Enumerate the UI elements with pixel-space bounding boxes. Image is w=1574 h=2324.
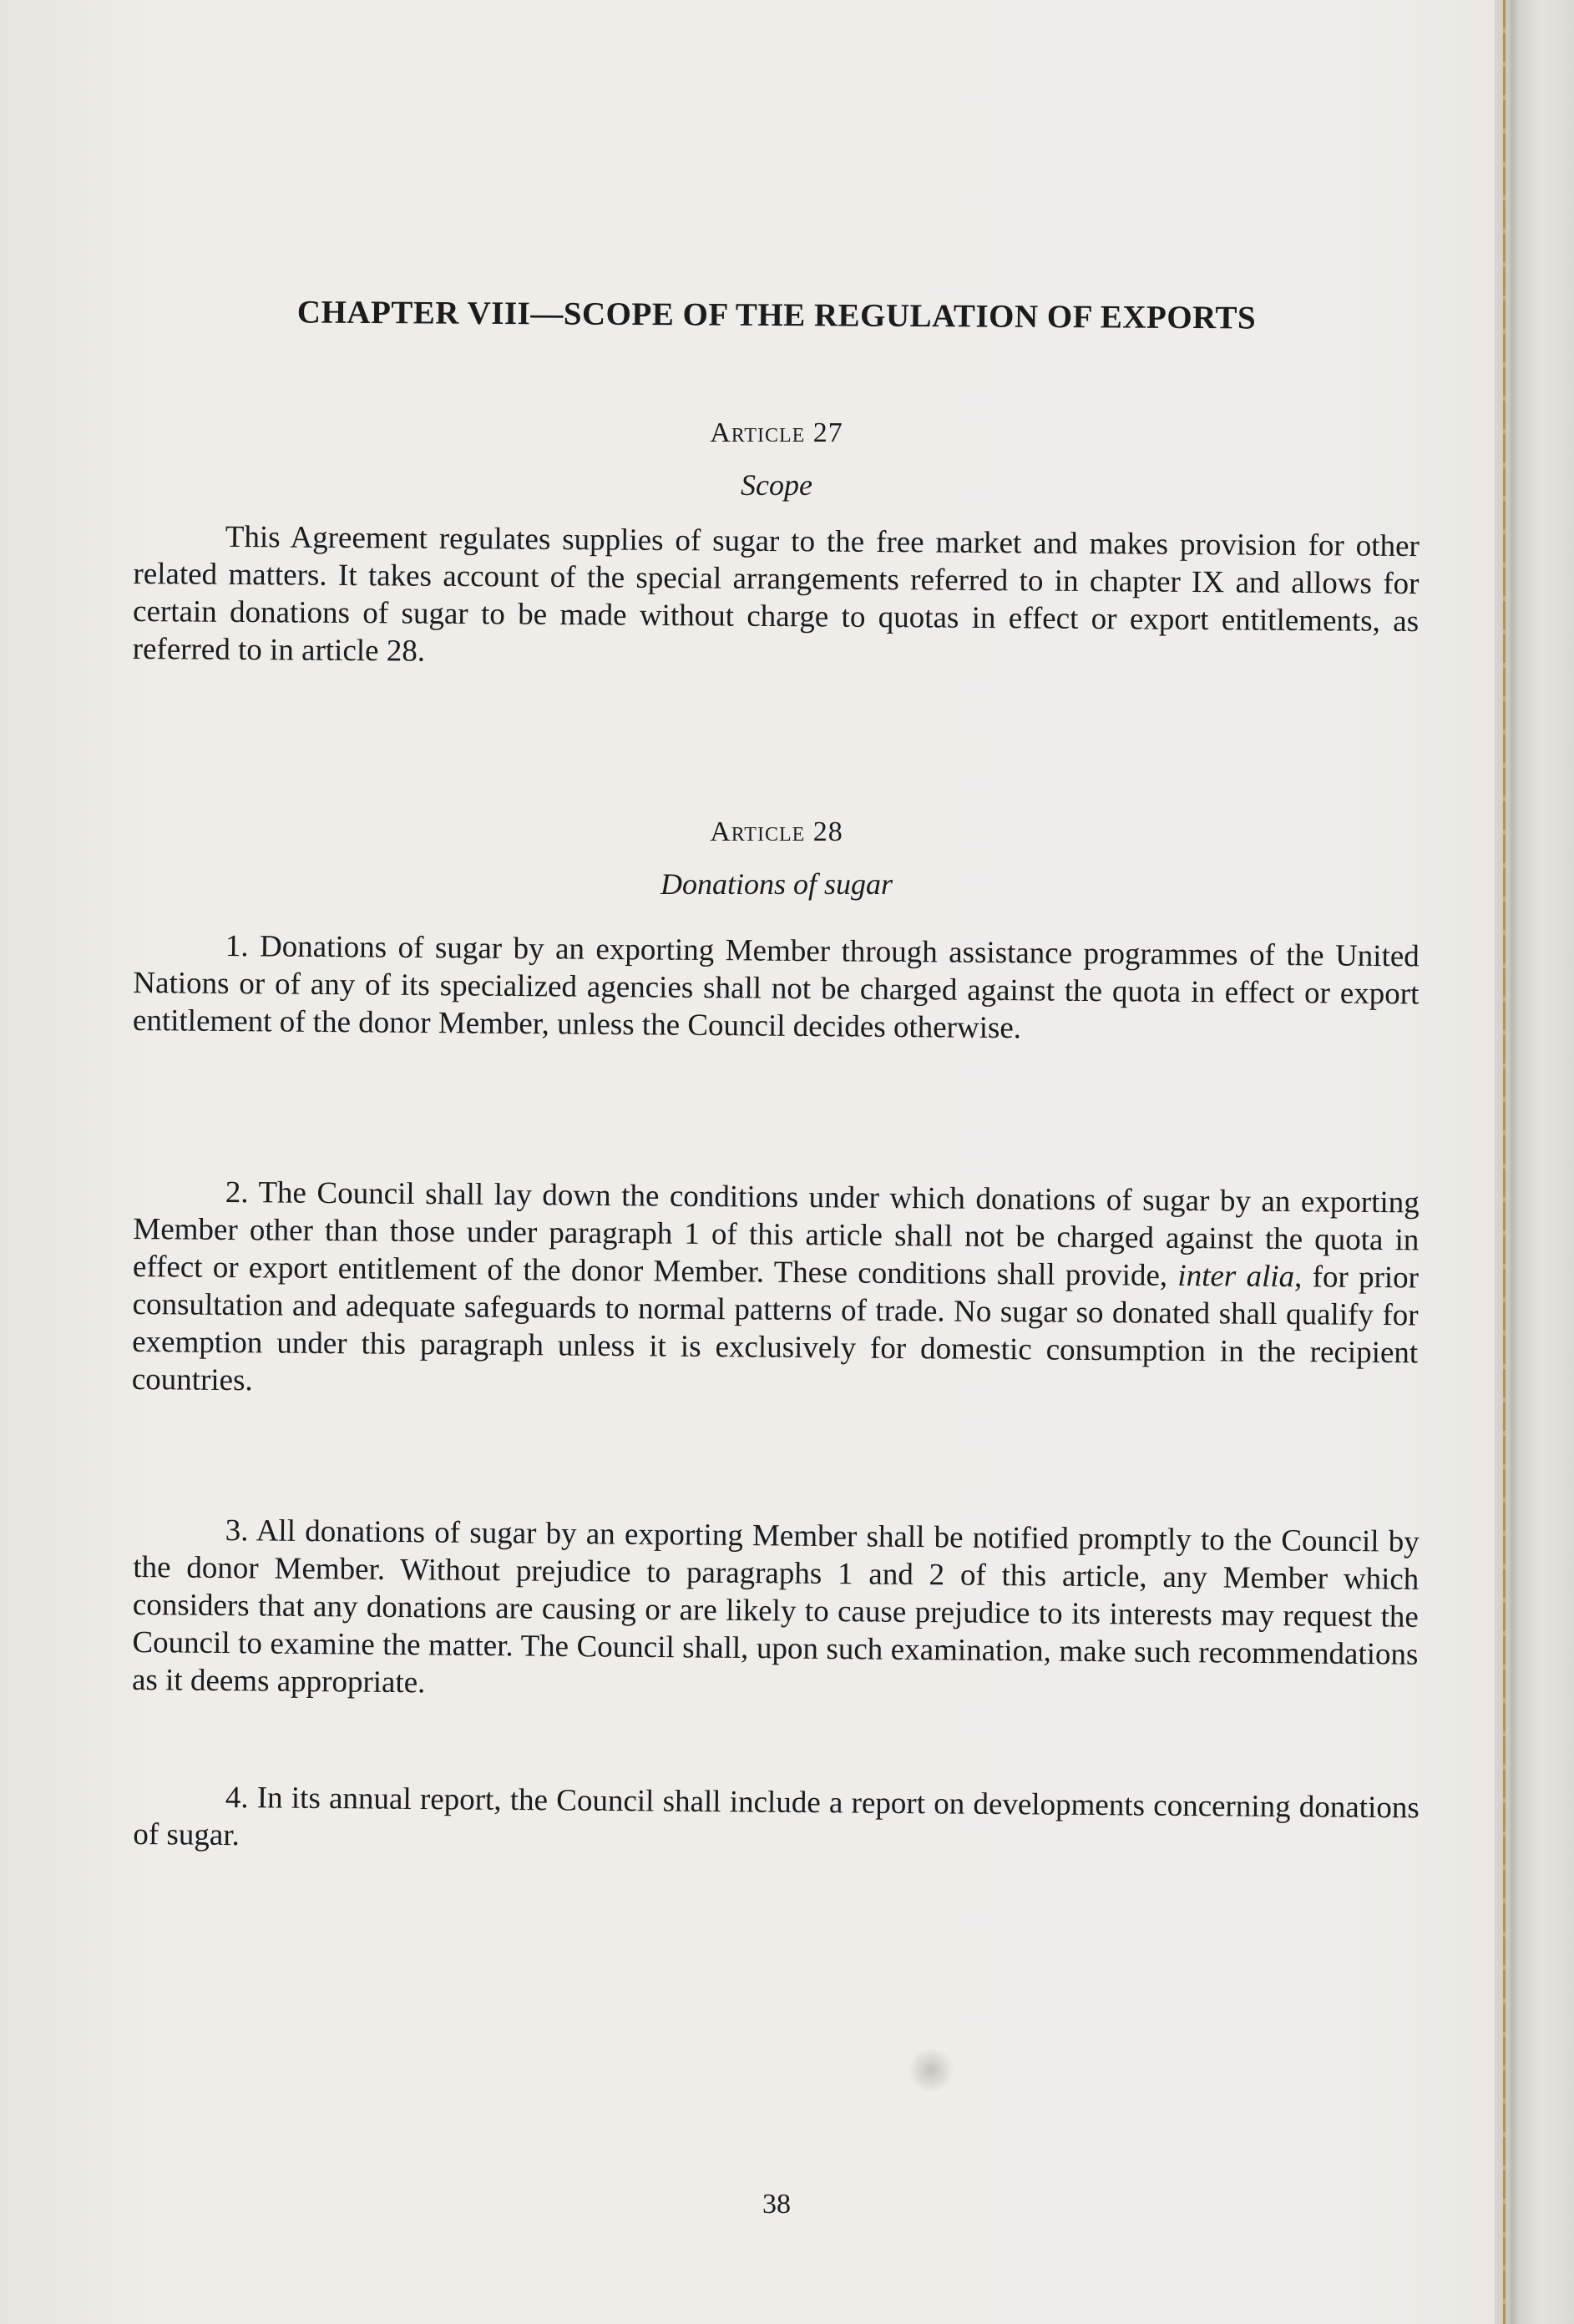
inter-alia-emphasis: inter alia (1177, 1258, 1295, 1295)
paragraph-2-part-a: 2. The Council shall lay down the conditions under which donations of sugar by an exporting Member other than those under paragraph 1 of this article shall not be charged against the quota in effect or export entitlement of the donor Member. These conditions shall provide, (132, 1175, 1420, 1293)
article-28-paragraph-1: 1. Donations of sugar by an exporting Member through assistance programmes of the United Nations or of any of its specialized agencies shall not be charged against the quota in effect or export entitlement of the donor Member, unless the Council decides otherwise. (132, 928, 1420, 1046)
book-spine (1495, 0, 1574, 2324)
article-28-heading: Article 28 (710, 816, 843, 847)
page-number: 38 (762, 2189, 791, 2220)
article-28-paragraph-4: 4. In its annual report, the Council shall include a report on developments concerning donations of sugar. (133, 1780, 1420, 1853)
chapter-title: CHAPTER VIII—SCOPE OF THE REGULATION OF EXPORTS (296, 294, 1257, 336)
paragraph-2-part-b: , for prior consultation and adequate safeguards to normal patterns of trade. No sugar so donated shall qualify for exemption under this paragraph unless it is exclusively for domestic consumption in the recipient countries. (131, 1260, 1420, 1398)
page-stain (906, 2049, 956, 2091)
article-27-subtitle: Scope (741, 468, 812, 502)
binding-thread (1503, 0, 1506, 2324)
article-28-paragraph-3: 3. All donations of sugar by an exporting Member shall be notified promptly to the Council by the donor Member. Without prejudice to paragraphs 1 and 2 of this article, any Member which considers that any donations are causing or are likely to cause prejudice to its interests may request the Council to examine the matter. The Council shall, upon such examination, make such recommendations as it deems appropriate. (131, 1513, 1420, 1700)
article-27-heading: Article 27 (710, 417, 843, 448)
article-27-paragraph: This Agreement regulates supplies of sugar to the free market and makes provision for other related matters. It takes account of the special arrangements referred to in chapter IX and allows for certain donations of sugar to be made without charge to quotas in effect or export entitlements, as referred to in article 28. (132, 519, 1420, 669)
article-28-subtitle: Donations of sugar (660, 867, 893, 901)
article-28-paragraph-2 (132, 1173, 1420, 1409)
